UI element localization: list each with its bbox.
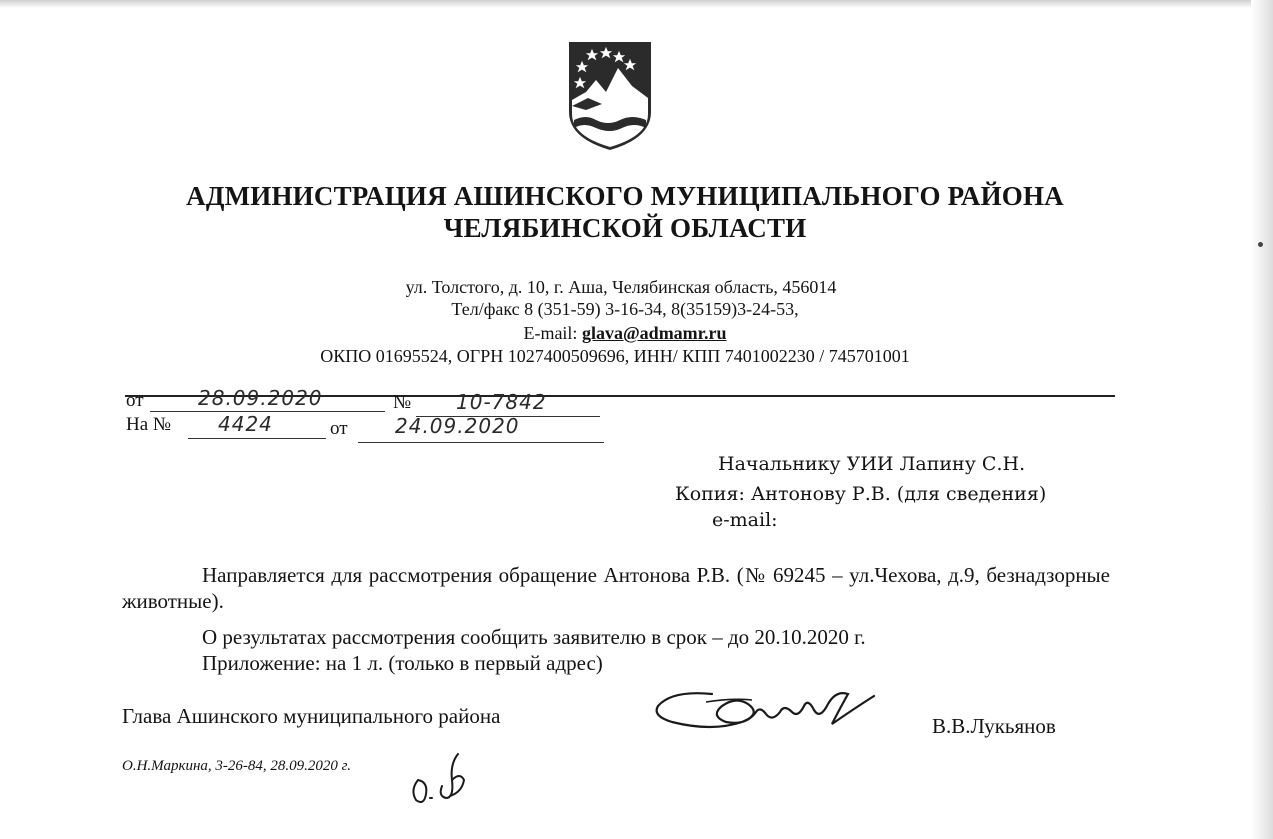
scan-edge-right	[1251, 0, 1273, 839]
ref-number-handwritten: 4424	[218, 412, 273, 436]
org-name-line2: ЧЕЛЯБИНСКОЙ ОБЛАСТИ	[443, 213, 807, 243]
signatory-name: В.В.Лукьянов	[932, 714, 1056, 738]
executor-info: О.Н.Маркина, 3-26-84, 28.09.2020 г.	[122, 758, 352, 774]
org-phone: Тел/факс 8 (351-59) 3-16-34, 8(35159)3-24-53,	[451, 299, 799, 319]
emblem-shield-icon	[566, 40, 654, 152]
body-paragraph-3: Приложение: на 1 л. (только в первый адрес)	[202, 651, 603, 675]
ref-from-label: от	[330, 418, 348, 439]
addressee-copy: Копия: Антонову Р.В. (для сведения)	[675, 483, 1047, 505]
ref-number-label: На №	[126, 414, 172, 435]
ref-date-handwritten: 24.09.2020	[395, 414, 520, 438]
coat-of-arms-emblem	[566, 40, 654, 152]
from-date-handwritten: 28.09.2020	[198, 386, 323, 410]
scan-edge-top	[0, 0, 1273, 8]
from-label: от	[126, 390, 144, 411]
handwritten-signature-icon	[652, 682, 882, 752]
ref-number-line	[188, 438, 326, 439]
handwritten-initials-icon	[408, 750, 470, 810]
org-name-line1: АДМИНИСТРАЦИЯ АШИНСКОГО МУНИЦИПАЛЬНОГО РАЙОНА	[186, 181, 1064, 211]
addressee-primary: Начальнику УИИ Лапину С.Н.	[718, 453, 1026, 475]
email-link[interactable]: glava@admamr.ru	[581, 323, 727, 343]
body-paragraph-1: Направляется для рассмотрения обращение Антонова Р.В. (№ 69245 – ул.Чехова, д.9, безнадзорные животные).	[122, 563, 1110, 613]
body-paragraph-2: О результатах рассмотрения сообщить заявителю в срок – до 20.10.2020 г.	[202, 625, 866, 649]
ref-date-line	[358, 442, 604, 443]
number-handwritten: 10-7842	[456, 390, 547, 414]
org-address: ул. Толстого, д. 10, г. Аша, Челябинская область, 456014	[405, 277, 837, 297]
email-label: E-mail:	[523, 323, 582, 343]
signatory-title: Глава Ашинского муниципального района	[122, 704, 501, 728]
addressee-email: e-mail:	[712, 509, 778, 531]
scan-speck	[1258, 242, 1263, 247]
number-label: №	[393, 392, 412, 413]
org-email-line	[120, 322, 1130, 344]
org-codes: ОКПО 01695524, ОГРН 1027400509696, ИНН/ КПП 7401002230 / 745701001	[320, 346, 910, 366]
